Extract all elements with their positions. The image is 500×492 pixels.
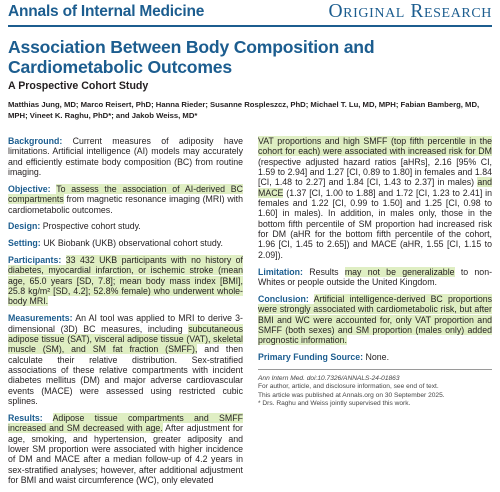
- results-label: Results:: [8, 412, 43, 423]
- design-label: Design:: [8, 221, 41, 232]
- objective-text: from magnetic resonance imaging (MRI) with cardiometabolic outcomes.: [8, 194, 243, 215]
- supervision-note: * Drs. Raghu and Weiss jointly supervised this work.: [258, 400, 411, 408]
- abstract-measurements: [8, 313, 243, 406]
- abstract-conclusion: [258, 294, 492, 346]
- conclusion-label: Conclusion:: [258, 293, 309, 304]
- design-text: Prospective cohort study.: [42, 221, 141, 232]
- participants-label: Participants:: [8, 255, 62, 266]
- limitation-text-a: Results: [309, 266, 345, 277]
- results-continued: [258, 136, 492, 260]
- funding-label: Primary Funding Source:: [258, 352, 364, 363]
- abstract-objective: [8, 184, 243, 215]
- journal-name: Annals of Internal Medicine: [8, 3, 205, 20]
- abstract-right-column: [258, 136, 492, 409]
- citation-line: Ann Intern Med. doi:10.7326/ANNALS-24-01863: [258, 374, 400, 382]
- results-text-a: After adjustment for age, smoking, and hypertension, greater adiposity and lower SM proportion were associated with higher incidence of DM and MACE after a median follow-up of 4.2 years in sex-stratified analyses; however, after additional adjustment for BMI and waist circumference (WC), only elevated: [8, 423, 243, 485]
- background-label: Background:: [8, 136, 63, 146]
- abstract-participants: [8, 255, 243, 307]
- abstract-background: [8, 136, 243, 177]
- abstract-left-column: [8, 136, 243, 492]
- footer-rule: [258, 369, 492, 370]
- measurements-highlight: subcutaneous adipose tissue (SAT), visceral adipose tissue (VAT), skeletal muscle (SM), and SM fat fraction (SMFF),: [8, 323, 243, 355]
- results-highlight-b: VAT proportions and high SMFF (top fifth percentile in the cohort for each) were associated with increased risk for DM: [258, 136, 492, 157]
- abstract-results: [8, 413, 243, 485]
- author-list: Matthias Jung, MD; Marco Reisert, PhD; Hanna Rieder; Susanne Rospleszcz, PhD; Michael T. Lu, MD, MPH; Fabian Bamberg, MD, MPH; Vineet K. Raghu, PhD*; and Jakob Weiss, MD*: [8, 100, 480, 120]
- measurements-text-a: An AI tool was applied to MRI to derive 3-dimensional (3D) BC measures, including: [8, 313, 243, 334]
- abstract-limitation: [258, 267, 492, 288]
- measurements-text-b: and then calculate their relative distribution. Sex-stratified associations of these relative compartments with incident diabetes mellitus (DM) and major adverse cardiovascular events (MACE) were assessed using restricted cubic splines.: [8, 344, 243, 407]
- article-subtitle: A Prospective Cohort Study: [8, 80, 149, 92]
- results-highlight-c: and MACE: [258, 177, 492, 198]
- article-footer: [258, 375, 492, 409]
- results-text-c: (1.37 [CI, 1.00 to 1.88] and 1.72 [CI, 1.23 to 2.41] in females and 1.22 [CI, 0.99 to 1.50] and 1.25 [CI, 0.98 to 1.60] in males). In addition, in males only, those in the bottom fifth percentile of SM proportion had increased risk for DM (aHR for the bottom fifth percentile of the cohort, 1.96 [CI, 1.45 to 2.65]) and MACE (aHR, 1.55 [CI, 1.15 to 2.09]).: [258, 187, 492, 260]
- conclusion-highlight: Artificial intelligence-derived BC proportions were strongly associated with cardiometabolic risk, but after BMI and WC were accounted for, only VAT proportion and SMFF (both sexes) and SM proportion (males only) added prognostic information.: [258, 293, 492, 346]
- online-line: This article was published at Annals.org on 30 September 2025.: [258, 391, 445, 399]
- results-text-b: (respective adjusted hazard ratios [aHRs], 2.16 [95% CI, 1.59 to 2.94] and 1.27 [CI, 0.89 to 1.80] in females and 1.84 [CI, 1.48 to 2.27] and 1.84 [CI, 1.43 to 2.37] in males): [258, 156, 492, 188]
- abstract-funding: [258, 352, 492, 362]
- abstract-design: [8, 221, 243, 231]
- abstract-setting: [8, 238, 243, 248]
- background-text: Current measures of adiposity have limitations. Artificial intelligence (AI) models may accurately and efficiently estimate body composition (BC) from routine imaging.: [8, 136, 243, 178]
- setting-text: UK Biobank (UKB) observational cohort study.: [43, 238, 223, 249]
- results-highlight: Adipose tissue compartments and SMFF increased and SM decreased with age.: [8, 412, 243, 434]
- objective-highlight: To assess the association of AI-derived BC compartments: [8, 183, 243, 205]
- limitation-text-b: to non-Whites or people outside the United Kingdom.: [258, 266, 493, 287]
- section-label: Original Research: [328, 1, 492, 22]
- funding-text: None.: [365, 352, 390, 363]
- info-line: For author, article, and disclosure information, see end of text.: [258, 383, 439, 391]
- participants-highlight: 33 432 UKB participants with no history of diabetes, myocardial infarction, or ischemic stroke (mean age, 65.0 years [SD, 7.8]; mean body mass index [BMI], 25.8 kg/m² [SD, 4.2]; 52.8% female) who underwent whole-body MRI.: [8, 255, 243, 307]
- article-title: Association Between Body Composition and Cardiometabolic Outcomes: [8, 37, 375, 77]
- measurements-label: Measurements:: [8, 313, 73, 324]
- setting-label: Setting:: [8, 238, 41, 249]
- limitation-label: Limitation:: [258, 266, 303, 277]
- objective-label: Objective:: [8, 183, 51, 194]
- limitation-highlight: may not be generalizable: [344, 266, 455, 277]
- header-rule: [8, 25, 492, 27]
